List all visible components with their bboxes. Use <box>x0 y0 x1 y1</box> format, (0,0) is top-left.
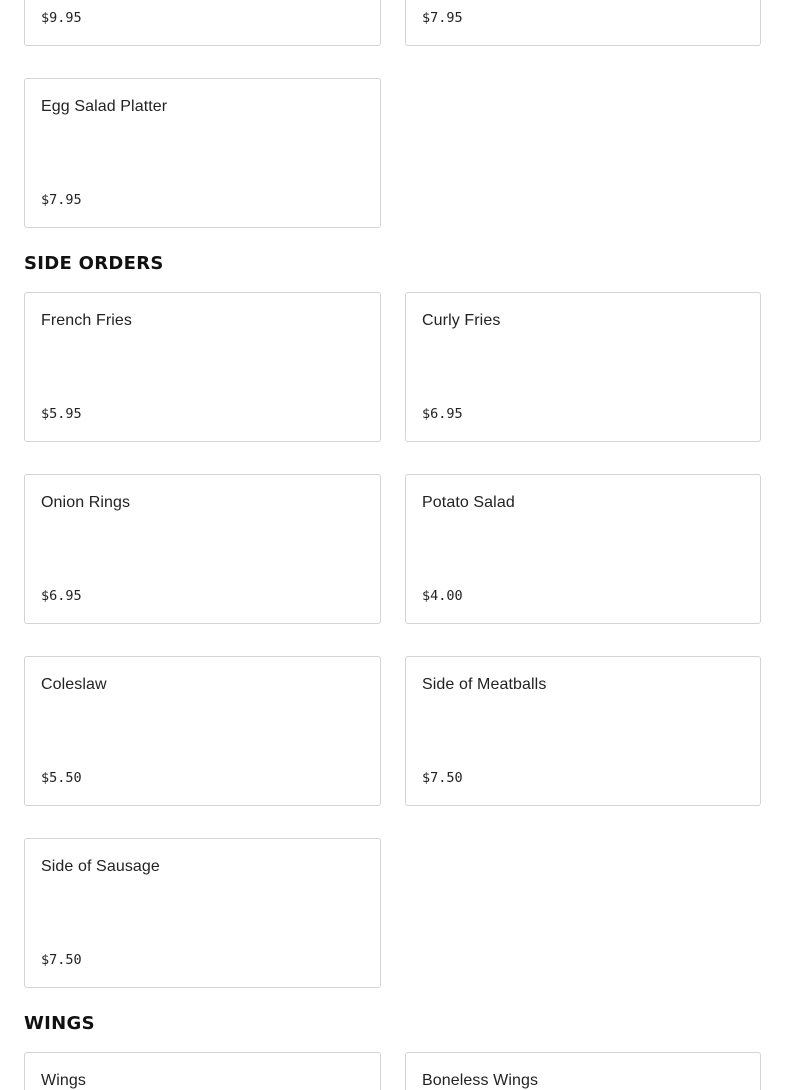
menu-item-card-side-of-sausage[interactable] <box>24 838 381 988</box>
item-name: Side of Sausage <box>41 858 160 875</box>
item-price: $6.95 <box>422 406 463 422</box>
item-price: $5.95 <box>41 406 82 422</box>
menu-item-card-onion-rings[interactable] <box>24 474 381 624</box>
item-price: $7.50 <box>422 770 463 786</box>
item-name: Coleslaw <box>41 676 107 693</box>
item-price: $7.50 <box>41 952 82 968</box>
menu-item-card[interactable] <box>24 0 381 46</box>
item-name: Side of Meatballs <box>422 676 547 693</box>
item-name: Curly Fries <box>422 312 501 329</box>
item-price: $7.95 <box>41 192 82 208</box>
menu-item-card-egg-salad-platter[interactable] <box>24 78 381 228</box>
item-price: $6.95 <box>41 588 82 604</box>
menu-item-card-curly-fries[interactable] <box>405 292 761 442</box>
item-name: French Fries <box>41 312 132 329</box>
section-heading-side-orders: SIDE ORDERS <box>24 253 164 274</box>
item-price: $7.95 <box>422 10 463 26</box>
menu-item-card-potato-salad[interactable] <box>405 474 761 624</box>
menu-item-card-french-fries[interactable] <box>24 292 381 442</box>
item-name: Onion Rings <box>41 494 131 511</box>
menu-item-card-wings[interactable] <box>24 1052 381 1090</box>
item-name: Wings <box>41 1072 86 1089</box>
item-name: Potato Salad <box>422 494 515 511</box>
menu-item-card-side-of-meatballs[interactable] <box>405 656 761 806</box>
item-price: $5.50 <box>41 770 82 786</box>
item-price: $4.00 <box>422 588 463 604</box>
section-heading-wings: WINGS <box>24 1013 95 1034</box>
menu-item-card-coleslaw[interactable] <box>24 656 381 806</box>
item-name: Egg Salad Platter <box>41 98 168 115</box>
item-name: Boneless Wings <box>422 1072 539 1089</box>
item-price: $9.95 <box>41 10 82 26</box>
menu-item-card-boneless-wings[interactable] <box>405 1052 761 1090</box>
menu-item-card[interactable] <box>405 0 761 46</box>
